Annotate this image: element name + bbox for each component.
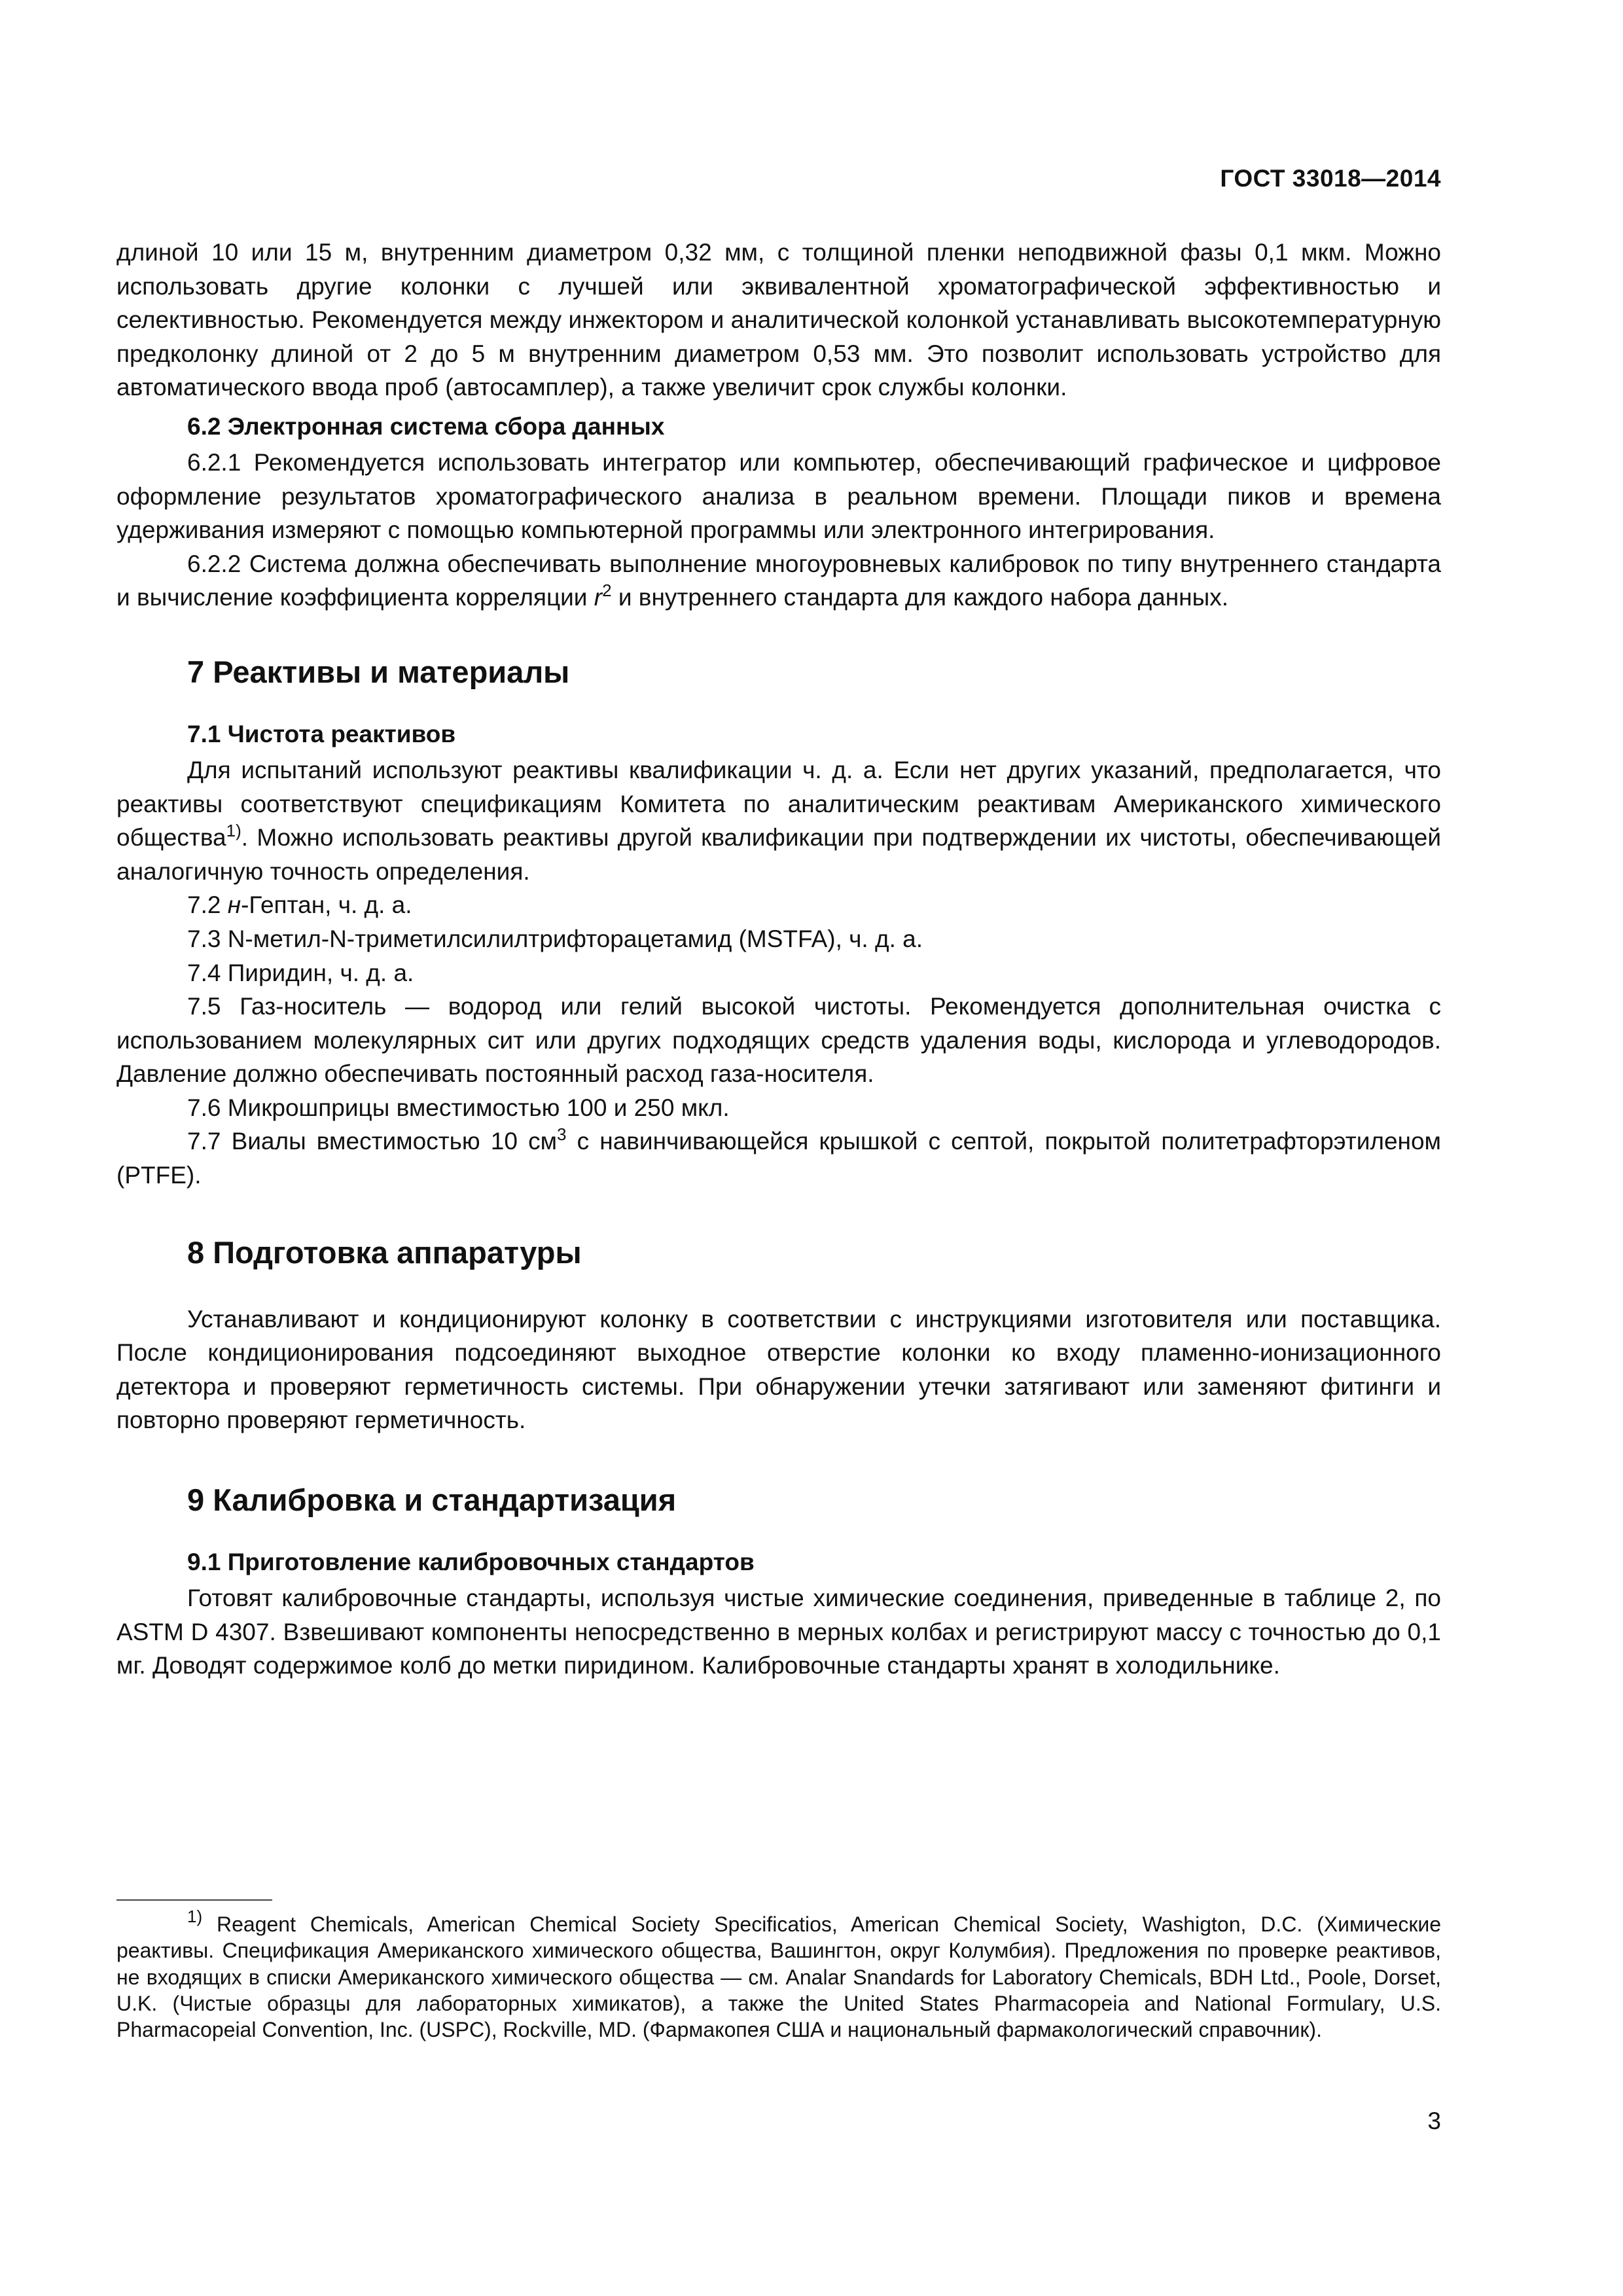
paragraph-7-2 [116, 888, 1441, 922]
footnote-marker: 1) [187, 1907, 203, 1926]
paragraph-text: -Гептан, ч. д. а. [241, 891, 412, 919]
paragraph-7-5: 7.5 Газ-носитель — водород или гелий высокой чистоты. Рекомендуется дополнительная очистка с использованием молекулярных сит или других подходящих средств удаления воды, кислорода и углеводородов. Давление должно обеспечивать постоянный расход газа-носителя. [116, 993, 1441, 1088]
paragraph-text: с навинчивающейся крышкой с септой, покрытой политетрафторэтиленом (PTFE). [116, 1128, 1441, 1189]
paragraph-6-2-2 [116, 547, 1441, 615]
paragraph-text: 7.7 Виалы вместимостью 10 см [187, 1128, 558, 1155]
paragraph-9-1: Готовят калибровочные стандарты, используя чистые химические соединения, приведенные в таблице 2, по ASTM D 4307. Взвешивают компоненты непосредственно в мерных колбах и регистрируют массу с точностью до 0,1 мг. Доводят содержимое колб до метки пиридином. Калибровочные стандарты хранят в холодильнике. [116, 1585, 1441, 1679]
item-number: 7.2 [187, 891, 228, 919]
section-heading-8: 8 Подготовка аппаратуры [187, 1234, 582, 1270]
paragraph-7-7 [116, 1124, 1441, 1192]
paragraph-text: Для испытаний используют реактивы квалификации ч. д. а. Если нет других указаний, предполагается, что реактивы соответствуют спецификациям Комитета по аналитическим реактивам Американского химического общества [116, 756, 1441, 852]
standard-code-header: ГОСТ 33018—2014 [1220, 165, 1441, 192]
footnote [116, 1907, 1441, 2043]
paragraph-7-6: 7.6 Микрошприцы вместимостью 100 и 250 мкл. [187, 1094, 730, 1121]
paragraph-7-4: 7.4 Пиридин, ч. д. а. [187, 959, 414, 986]
footnote-divider [116, 1899, 272, 1901]
variable-r: r [594, 584, 603, 611]
section-heading-7: 7 Реактивы и материалы [187, 654, 570, 689]
paragraph-text: 6.2.2 Система должна обеспечивать выполнение многоуровневых калибровок по типу внутреннего стандарта и вычисление коэффициента корреляции [116, 550, 1441, 611]
footnote-body: Reagent Chemicals, American Chemical Society Specificatios, American Chemical Society, Washigton, D.C. (Химические реактивы. Спецификация Американского химического общества, Вашингтон, округ Колумбия). Предложения по проверке реактивов, не входящих в списки Американского химического общества — см. Analar Snandards for Laboratory Chemicals, BDH Ltd., Poole, Dorset, U.K. (Чистые образцы для лабораторных химикатов), а также the United States Pharmacopeia and National Formulary, U.S. Pharmacopeial Convention, Inc. (USPC), Rockville, MD. (Фармакопея США и национальный фармакологический справочник). [116, 1912, 1441, 2042]
paragraph-text: и внутреннего стандарта для каждого набора данных. [611, 584, 1228, 611]
subsection-heading-7-1: 7.1 Чистота реактивов [187, 720, 456, 747]
paragraph-column-continuation: длиной 10 или 15 м, внутренним диаметром 0,32 мм, с толщиной пленки неподвижной фазы 0,1 мкм. Можно использовать другие колонки с лучшей или эквивалентной хроматографической эффективностью и селективностью. Рекомендуется между инжектором и аналитической колонкой устанавливать высокотемпературную предколонку длиной от 2 до 5 м внутренним диаметром 0,53 мм. Это позволит использовать устройство для автоматического ввода проб (автосамплер), а также увеличит срок службы колонки. [116, 239, 1441, 401]
paragraph-7-1 [116, 753, 1441, 888]
paragraph-6-2-1: 6.2.1 Рекомендуется использовать интегратор или компьютер, обеспечивающий графическое и цифровое оформление результатов хроматографического анализа в реальном времени. Площади пиков и времена удерживания измеряют с помощью компьютерной программы или электронного интегрирования. [116, 448, 1441, 544]
subsection-heading-6-2: 6.2 Электронная система сбора данных [187, 412, 665, 440]
italic-prefix: н [227, 891, 241, 919]
paragraph-8: Устанавливают и кондиционируют колонку в соответствии с инструкциями изготовителя или поставщика. После кондиционирования подсоединяют выходное отверстие колонки ко входу пламенно-ионизационного детектора и проверяют герметичность системы. При обнаружении утечки затягивают или заменяют фитинги и повторно проверяют герметичность. [116, 1305, 1441, 1434]
page-number: 3 [1427, 2108, 1441, 2134]
superscript-exponent: 3 [557, 1124, 567, 1145]
page-body [116, 236, 1441, 1683]
section-heading-9: 9 Калибровка и стандартизация [187, 1482, 677, 1518]
paragraph-text: . Можно использовать реактивы другой квалификации при подтверждении их чистоты, обеспечивающей аналогичную точность определения. [116, 824, 1441, 885]
footnote-text [116, 1907, 1441, 2043]
subsection-heading-9-1: 9.1 Приготовление калибровочных стандартов [187, 1549, 755, 1576]
document-page [116, 0, 1441, 2296]
footnote-reference: 1) [226, 821, 241, 841]
paragraph-7-3: 7.3 N-метил-N-триметилсилилтрифторацетамид (MSTFA), ч. д. а. [187, 925, 923, 952]
superscript-exponent: 2 [602, 581, 612, 601]
